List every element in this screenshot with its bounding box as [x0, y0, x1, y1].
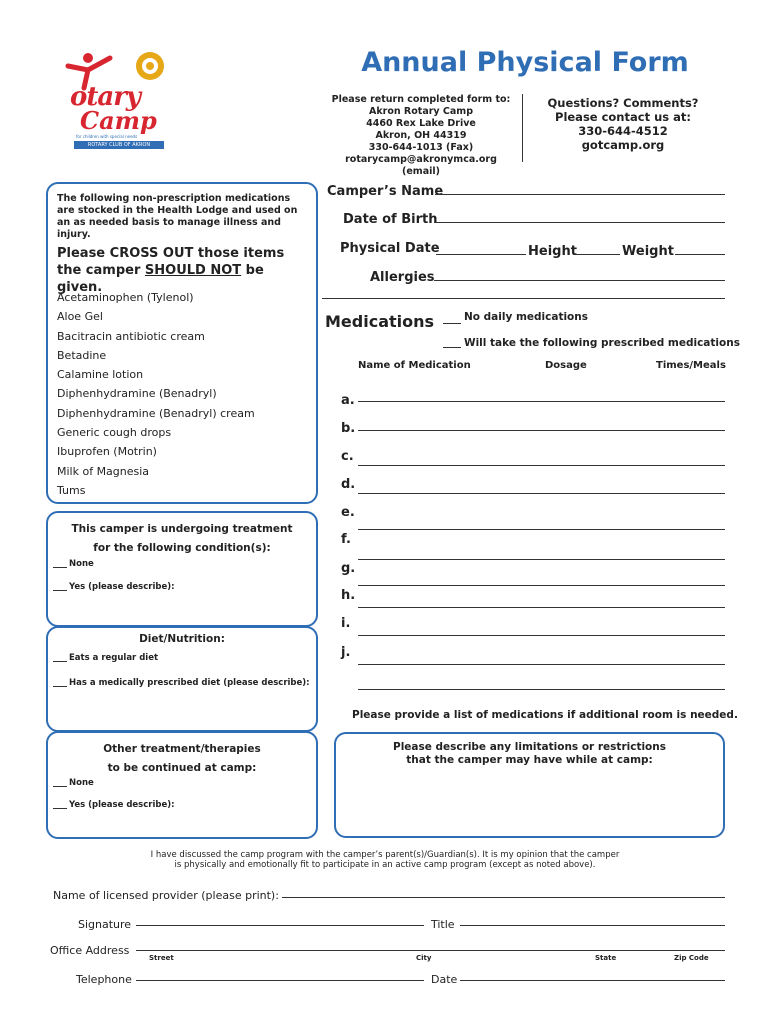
med-row-letter: c. [341, 449, 354, 464]
contact-phone[interactable]: 330-644-4512 [578, 124, 668, 138]
med-row-letter: a. [341, 393, 355, 408]
page-title: Annual Physical Form [361, 47, 689, 78]
diet-prescribed-checkline[interactable] [53, 679, 67, 687]
street-caption: Street [149, 954, 174, 962]
therapies-none-checkline[interactable] [53, 779, 67, 787]
therapies-yes-checkline[interactable] [53, 801, 67, 809]
return-line-3: 4460 Rex Lake Drive [366, 118, 476, 129]
treatment-yes-label: Yes (please describe): [69, 582, 175, 592]
limitations-title [334, 741, 725, 767]
telephone-field[interactable] [136, 969, 424, 981]
med-row-line[interactable] [358, 419, 725, 431]
diet-regular-label: Eats a regular diet [69, 653, 159, 663]
med-row-letter: i. [341, 616, 351, 631]
campers-name-field[interactable] [435, 180, 725, 195]
no-daily-meds-checkline[interactable] [443, 314, 461, 324]
med-row-letter: b. [341, 421, 356, 436]
return-line-4: Akron, OH 44319 [375, 130, 467, 141]
logo-club-banner: ROTARY CLUB OF AKRON [74, 141, 164, 149]
title-label: Title [431, 918, 455, 931]
allergies-label: Allergies [370, 270, 435, 285]
prescribed-meds-checkline[interactable] [443, 338, 461, 348]
limitations-title-line-2: that the camper may have while at camp: [406, 754, 653, 766]
med-row-line[interactable] [358, 596, 725, 608]
contact-block [528, 96, 718, 152]
otc-item[interactable]: Diphenhydramine (Benadryl) cream [57, 406, 255, 420]
diet-regular-checkline[interactable] [53, 654, 67, 662]
contact-line-2: Please contact us at: [555, 110, 691, 124]
zip-caption: Zip Code [674, 954, 709, 962]
otc-instruction-text-end: be given. [57, 263, 264, 295]
med-row-letter: g. [341, 561, 356, 576]
city-caption: City [416, 954, 432, 962]
logo-tagline: for children with special needs [76, 134, 138, 139]
treatment-title [46, 520, 318, 558]
physical-date-label: Physical Date [340, 241, 440, 256]
state-caption: State [595, 954, 617, 962]
med-col-times: Times/Meals [656, 360, 726, 371]
otc-item[interactable]: Acetaminophen (Tylenol) [57, 291, 194, 304]
height-field[interactable] [576, 240, 620, 255]
treatment-none-label: None [69, 559, 94, 569]
telephone-label: Telephone [76, 973, 132, 986]
return-email[interactable]: rotarycamp@akronymca.org (email) [345, 154, 497, 177]
dob-field[interactable] [434, 208, 725, 223]
treatment-yes-checkline[interactable] [53, 583, 67, 591]
statement-line-2: is physically and emotionally fit to participate in an active camp program (except as noted above). [174, 860, 596, 870]
return-address-block [326, 94, 516, 178]
office-address-label: Office Address [50, 944, 130, 957]
med-row-line-extra[interactable] [358, 678, 725, 690]
provider-name-label: Name of licensed provider (please print): [53, 889, 279, 902]
med-col-dosage: Dosage [545, 360, 587, 371]
therapies-none-label: None [69, 778, 94, 788]
med-row-letter: h. [341, 588, 356, 603]
statement-line-1: I have discussed the camp program with the camper’s parent(s)/Guardian(s). It is my opinion that the camper [150, 850, 620, 860]
med-row-line[interactable] [358, 653, 725, 665]
dob-label: Date of Birth [343, 212, 438, 227]
diet-title: Diet/Nutrition: [139, 633, 225, 645]
med-row-letter: f. [341, 532, 351, 547]
therapies-title-line-1: Other treatment/therapies [103, 743, 261, 755]
logo-word-rotary: otary [70, 82, 141, 112]
otc-item[interactable]: Aloe Gel [57, 310, 103, 324]
med-row-letter: d. [341, 477, 356, 492]
physical-date-field[interactable] [436, 240, 526, 255]
otc-item-list [57, 288, 255, 500]
med-row-line[interactable] [358, 482, 725, 494]
medications-note: Please provide a list of medications if additional room is needed. [352, 709, 738, 721]
med-row-line[interactable] [358, 574, 725, 586]
section-divider [322, 298, 725, 299]
diet-prescribed-label: Has a medically prescribed diet (please describe): [69, 678, 310, 688]
otc-item[interactable]: Milk of Magnesia [57, 464, 150, 478]
med-row-letter: j. [341, 645, 351, 660]
signature-field[interactable] [136, 914, 424, 926]
therapies-title-line-2: to be continued at camp: [107, 762, 257, 774]
no-daily-meds-label: No daily medications [464, 311, 589, 323]
return-line-2: Akron Rotary Camp [368, 106, 473, 117]
otc-item[interactable]: Calamine lotion [57, 368, 144, 382]
med-row-line[interactable] [358, 548, 725, 560]
prescribed-meds-label: Will take the following prescribed medications [464, 337, 740, 349]
weight-label: Weight [622, 244, 674, 259]
limitations-title-line-1: Please describe any limitations or restrictions [393, 741, 666, 753]
return-line-1: Please return completed form to: [331, 94, 511, 105]
med-row-line[interactable] [358, 624, 725, 636]
treatment-none-checkline[interactable] [53, 560, 67, 568]
provider-name-field[interactable] [282, 886, 725, 898]
logo-word-camp: Camp [80, 106, 157, 135]
otc-instruction-line-1: Please CROSS OUT those items [57, 246, 285, 261]
header-divider [522, 94, 523, 162]
otc-item[interactable]: Betadine [57, 348, 107, 362]
height-label: Height [528, 244, 577, 259]
campers-name-label: Camper’s Name [327, 184, 444, 199]
otc-item[interactable]: Diphenhydramine (Benadryl) [57, 387, 217, 401]
allergies-field[interactable] [434, 266, 725, 281]
medications-heading: Medications [325, 312, 435, 331]
provider-statement [60, 850, 710, 870]
office-address-field[interactable] [136, 939, 725, 951]
med-row-line[interactable] [358, 518, 725, 530]
med-col-name: Name of Medication [358, 360, 471, 371]
otc-instruction-text: the camper [57, 263, 145, 278]
rotary-camp-logo [60, 44, 170, 154]
date-label: Date [431, 973, 458, 986]
title-field[interactable] [460, 914, 725, 926]
otc-item[interactable]: Bacitracin antibiotic cream [57, 329, 205, 343]
otc-item[interactable]: Tums [57, 483, 86, 497]
therapies-yes-label: Yes (please describe): [69, 800, 175, 810]
weight-field[interactable] [675, 240, 725, 255]
signature-label: Signature [78, 918, 132, 931]
otc-intro: The following non-prescription medications are stocked in the Health Lodge and used on an as needed basis to manage illness and injury. [57, 193, 298, 240]
date-field[interactable] [460, 969, 725, 981]
contact-website[interactable]: gotcamp.org [581, 138, 665, 152]
med-row-letter: e. [341, 505, 355, 520]
therapies-title [46, 740, 318, 778]
med-row-line[interactable] [358, 390, 725, 402]
otc-item[interactable]: Ibuprofen (Motrin) [57, 445, 157, 459]
med-row-line[interactable] [358, 454, 725, 466]
treatment-title-line-2: for the following condition(s): [93, 542, 271, 554]
treatment-title-line-1: This camper is undergoing treatment [71, 523, 293, 535]
otc-item[interactable]: Generic cough drops [57, 426, 172, 440]
return-line-5: 330-644-1013 (Fax) [368, 142, 474, 153]
contact-line-1: Questions? Comments? [547, 96, 699, 110]
otc-instruction-emphasis: SHOULD NOT [144, 263, 242, 278]
